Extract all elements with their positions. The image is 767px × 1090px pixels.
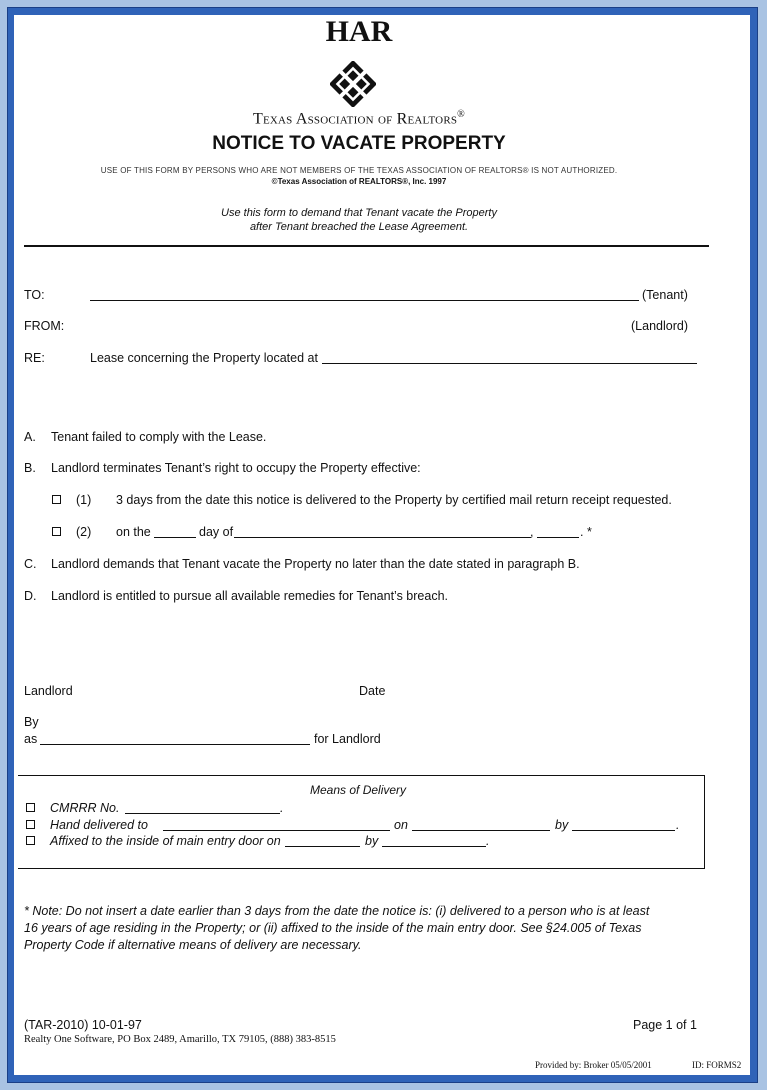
har-title: HAR (325, 15, 393, 48)
hand-delivered-checkbox[interactable] (26, 820, 35, 829)
software-credit: Realty One Software, PO Box 2489, Amarillo, TX 79105, (888) 383-8515 (24, 1034, 336, 1045)
association-mark: ® (457, 109, 465, 120)
month-field[interactable] (234, 537, 531, 538)
option-2-day-of: day of (199, 525, 234, 539)
day-field[interactable] (154, 537, 196, 538)
cmrrr-number-field[interactable] (125, 813, 280, 814)
clause-d-text: Landlord is entitled to pursue all available remedies for Tenant’s breach. (51, 589, 449, 603)
option-1-checkbox[interactable] (52, 495, 61, 504)
use-notice: USE OF THIS FORM BY PERSONS WHO ARE NOT MEMBERS OF THE TEXAS ASSOCIATION OF REALTORS® IS NOT AUTHORIZED. (100, 166, 618, 175)
cmrrr-end: . (280, 801, 284, 815)
clause-b-letter: B. (24, 461, 36, 475)
re-text: Lease concerning the Property located at (90, 351, 318, 365)
page-number: Page 1 of 1 (633, 1018, 697, 1032)
by-label: By (24, 715, 39, 729)
affixed-by: by (365, 834, 379, 848)
tar-logo-icon (330, 61, 376, 107)
clause-a-text: Tenant failed to comply with the Lease. (51, 430, 267, 444)
hand-delivered-by-field[interactable] (572, 830, 675, 831)
form-title: NOTICE TO VACATE PROPERTY (212, 133, 506, 154)
hand-delivered-date-field[interactable] (412, 830, 550, 831)
header-divider (24, 245, 709, 247)
option-2-number: (2) (76, 525, 92, 539)
agent-name-field[interactable] (40, 744, 310, 745)
property-address-field[interactable] (322, 363, 697, 364)
landlord-label: (Landlord) (631, 319, 688, 333)
clause-c-letter: C. (24, 557, 37, 571)
option-2-checkbox[interactable] (52, 527, 61, 536)
affixed-date-field[interactable] (285, 846, 360, 847)
instruction-line-1: Use this form to demand that Tenant vacate the Property (221, 207, 497, 219)
option-2-comma: , (530, 525, 534, 539)
tenant-name-field[interactable] (90, 300, 639, 301)
clause-a-letter: A. (24, 430, 36, 444)
delivery-title: Means of Delivery (310, 783, 407, 797)
copyright: ©Texas Association of REALTORS®, Inc. 1997 (271, 177, 447, 186)
form-id: (TAR-2010) 10-01-97 (24, 1018, 142, 1032)
landlord-signature-label: Landlord (24, 684, 73, 698)
affixed-checkbox[interactable] (26, 836, 35, 845)
affixed-end: . (486, 834, 490, 848)
cmrrr-label: CMRRR No. (50, 801, 120, 815)
hand-delivered-end: . (676, 818, 680, 832)
cmrrr-checkbox[interactable] (26, 803, 35, 812)
footer-id: ID: FORMS2 (692, 1060, 742, 1070)
re-label: RE: (24, 351, 45, 365)
affixed-by-field[interactable] (382, 846, 486, 847)
date-label: Date (359, 684, 386, 698)
option-1-text: 3 days from the date this notice is delivered to the Property by certified mail return receipt requested. (116, 493, 672, 507)
year-field[interactable] (537, 537, 579, 538)
clause-b-text: Landlord terminates Tenant’s right to occupy the Property effective: (51, 461, 421, 475)
hand-delivered-by: by (555, 818, 569, 832)
tenant-label: (Tenant) (642, 288, 688, 302)
hand-delivered-on: on (394, 818, 408, 832)
clause-d-letter: D. (24, 589, 37, 603)
option-2-end: . * (580, 525, 592, 539)
hand-delivered-to-field[interactable] (163, 830, 390, 831)
instruction-line-2: after Tenant breached the Lease Agreement. (249, 221, 469, 233)
note-line-1: * Note: Do not insert a date earlier than 3 days from the date the notice is: (i) delivered to a person who is at least (24, 904, 650, 918)
association-text: Texas Association of Realtors (253, 110, 458, 128)
to-label: TO: (24, 288, 45, 302)
as-label: as (24, 732, 38, 746)
from-label: FROM: (24, 319, 65, 333)
option-2-on-the: on the (116, 525, 151, 539)
hand-delivered-label: Hand delivered to (50, 818, 148, 832)
form-page (14, 15, 750, 1075)
note-line-2: 16 years of age residing in the Property; or (ii) affixed to the inside of the main entry door. See §24.005 of Texas (24, 921, 642, 935)
clause-c-text: Landlord demands that Tenant vacate the Property no later than the date stated in paragraph B. (51, 557, 580, 571)
option-1-number: (1) (76, 493, 92, 507)
association-name (14, 109, 704, 128)
for-landlord-label: for Landlord (314, 732, 381, 746)
affixed-label: Affixed to the inside of main entry door on (50, 834, 281, 848)
note-line-3: Property Code if alternative means of delivery are necessary. (24, 938, 362, 952)
provided-by: Provided by: Broker 05/05/2001 (535, 1060, 652, 1070)
